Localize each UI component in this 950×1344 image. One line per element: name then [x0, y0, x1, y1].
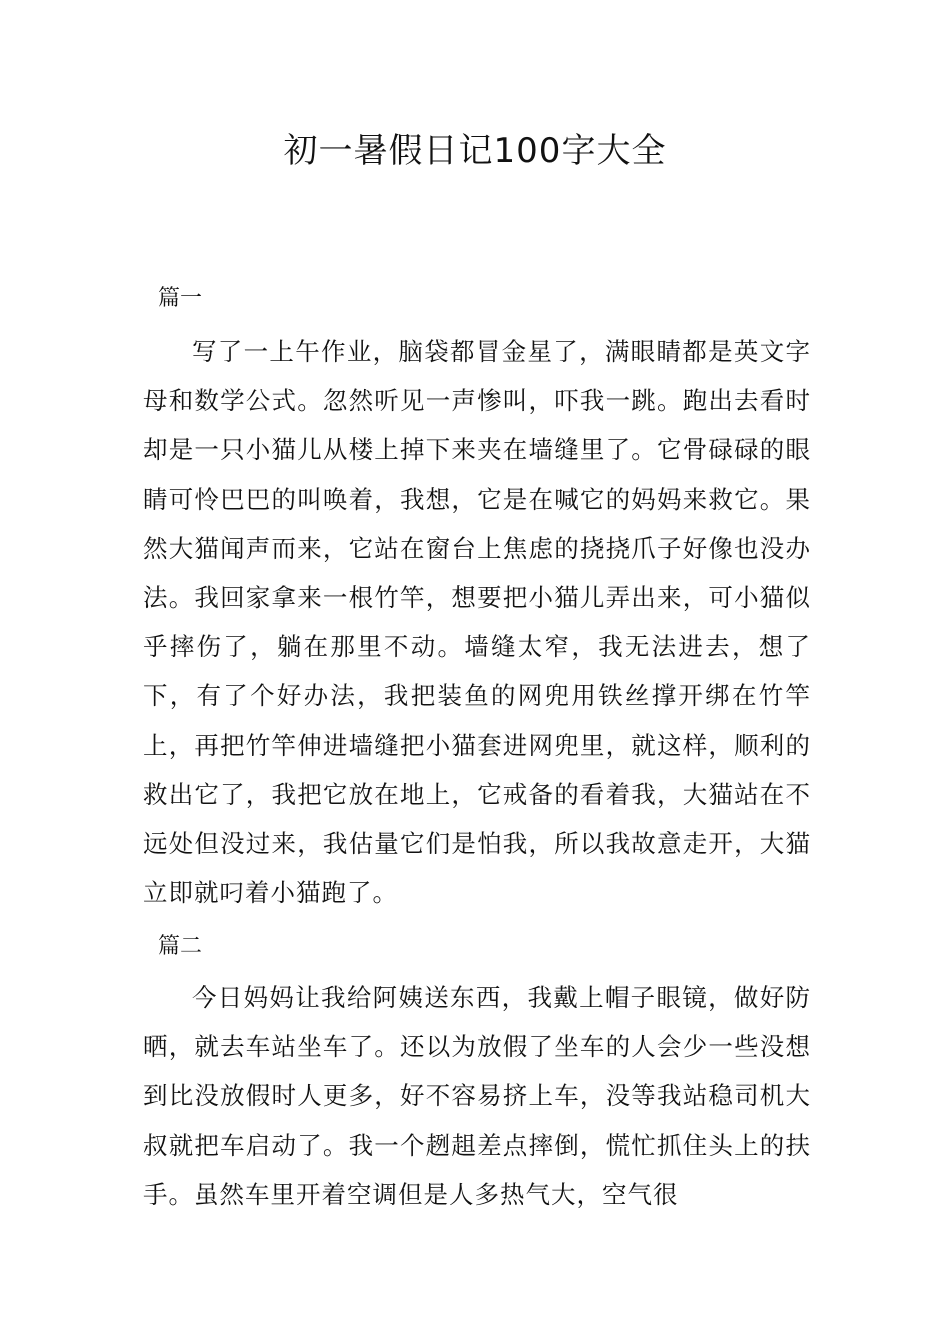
document-title: 初一暑假日记100字大全 — [283, 131, 667, 171]
section-paragraph-1: 写了一上午作业，脑袋都冒金星了，满眼睛都是英文字母和数学公式。忽然听见一声惨叫，吓我一跳。跑出去看时却是一只小猫儿从楼上掉下来夹在墙缝里了。它骨碌碌的眼睛可怜巴巴的叫唤着，我想，它是在喊它的妈妈来救它。果然大猫闻声而来，它站在窗台上焦虑的挠挠爪子好像也没办法。我回家拿来一根竹竿，想要把小猫儿弄出来，可小猫似乎摔伤了，躺在那里不动。墙缝太窄，我无法进去，想了下，有了个好办法，我把装鱼的网兜用铁丝撑开绑在竹竿上，再把竹竿伸进墙缝把小猫套进网兜里，就这样，顺利的救出它了，我把它放在地上，它戒备的看着我，大猫站在不远处但没过来，我估量它们是怕我，所以我故意走开，大猫立即就叼着小猫跑了。 — [143, 337, 811, 908]
section-heading-1: 篇一 — [158, 286, 203, 311]
section-heading-2: 篇二 — [158, 934, 203, 959]
section-paragraph-2: 今日妈妈让我给阿姨送东西，我戴上帽子眼镜，做好防晒，就去车站坐车了。还以为放假了坐车的人会少一些没想到比没放假时人更多，好不容易挤上车，没等我站稳司机大叔就把车启动了。我一个趔趄差点摔倒，慌忙抓住头上的扶手。虽然车里开着空调但是人多热气大，空气很 — [143, 983, 811, 1209]
